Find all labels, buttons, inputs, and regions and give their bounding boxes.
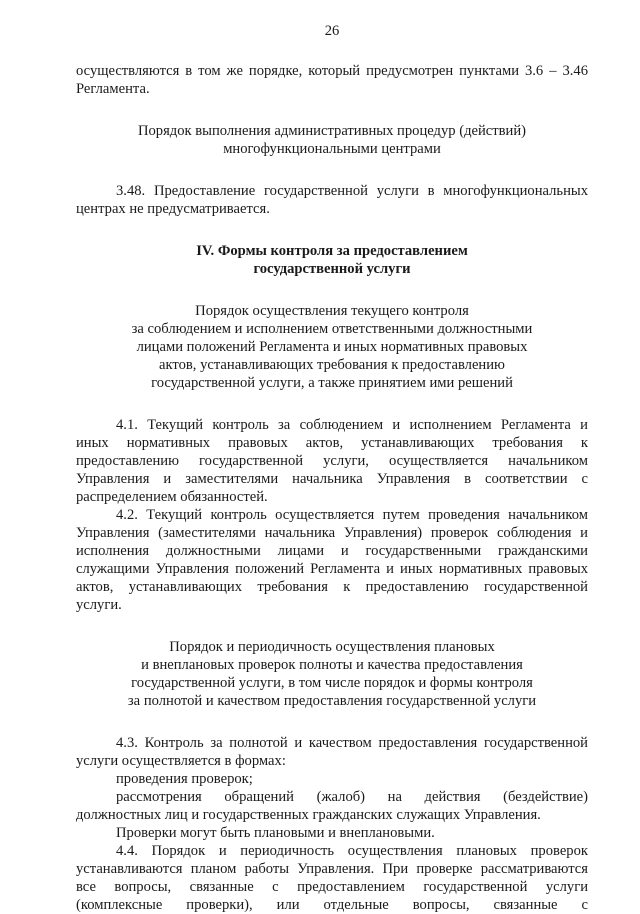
mfc-heading bbox=[76, 122, 588, 158]
heading-line: актов, устанавливающих требования к предоставлению bbox=[159, 357, 505, 373]
text-line: (комплексные проверки), или отдельные вопросы, связанные с bbox=[76, 897, 588, 913]
page-number: 26 bbox=[324, 23, 340, 39]
text-line: 4.4. Порядок и периодичность осуществления плановых проверок bbox=[116, 843, 588, 859]
text-line: Управления (заместителями начальника Управления) проверок соблюдения и bbox=[76, 525, 588, 541]
text-line: 3.48. Предоставление государственной услуги в многофункциональных bbox=[116, 183, 588, 199]
paragraph-3-48 bbox=[76, 182, 588, 218]
list-item: рассмотрения обращений (жалоб) на действия (бездействие) bbox=[116, 789, 588, 805]
heading-line: за полнотой и качеством предоставления государственной услуги bbox=[127, 693, 537, 709]
text-line: услуги. bbox=[76, 597, 122, 613]
heading-line: за соблюдением и исполнением ответственными должностными bbox=[131, 321, 533, 337]
text-line: осуществляются в том же порядке, который предусмотрен пунктами 3.6 – 3.46 bbox=[76, 63, 588, 79]
section-title-line: IV. Формы контроля за предоставлением bbox=[196, 243, 468, 259]
heading-line: Порядок осуществления текущего контроля bbox=[195, 303, 469, 319]
heading-line: государственной услуги, в том числе порядок и формы контроля bbox=[131, 675, 533, 691]
section-title-line: государственной услуги bbox=[253, 261, 411, 277]
text-line: иных нормативных правовых актов, устанавливающих требования к bbox=[76, 435, 588, 451]
text-line: Регламента. bbox=[76, 81, 150, 97]
text-line: служащими Управления положений Регламента и иных нормативных правовых bbox=[76, 561, 588, 577]
heading-line: Порядок выполнения административных процедур (действий) bbox=[137, 123, 527, 139]
text-line: центрах не предусматривается. bbox=[76, 201, 270, 217]
paragraph-4-3 bbox=[76, 734, 588, 842]
text-line: устанавливаются планом работы Управления. При проверке рассматриваются bbox=[76, 861, 588, 877]
text-line: распределением обязанностей. bbox=[76, 489, 268, 505]
text-line: должностных лиц и государственных гражданских служащих Управления. bbox=[76, 807, 541, 823]
inspections-heading bbox=[76, 638, 588, 710]
text-line: исполнения должностными лицами и государственными гражданскими bbox=[76, 543, 588, 559]
text-line: предоставлению государственной услуги, осуществляется начальником bbox=[76, 453, 588, 469]
heading-line: лицами положений Регламента и иных нормативных правовых bbox=[136, 339, 528, 355]
text-line: 4.3. Контроль за полнотой и качеством предоставления государственной bbox=[116, 735, 588, 751]
intro-paragraph bbox=[76, 62, 588, 98]
heading-line: государственной услуги, а также принятием ими решений bbox=[151, 375, 513, 391]
text-line: все вопросы, связанные с предоставлением государственной услуги bbox=[76, 879, 588, 895]
text-line: Управления и заместителями начальника Управления в соответствии с bbox=[76, 471, 588, 487]
text-line: 4.2. Текущий контроль осуществляется путем проведения начальником bbox=[116, 507, 588, 523]
heading-line: Порядок и периодичность осуществления плановых bbox=[169, 639, 495, 655]
section-iv-heading bbox=[76, 242, 588, 278]
list-item: проведения проверок; bbox=[116, 771, 253, 787]
text-line: актов, устанавливающих требования к предоставлению государственной bbox=[76, 579, 588, 595]
text-line: услуги осуществляется в формах: bbox=[76, 753, 286, 769]
paragraph-4-1 bbox=[76, 416, 588, 506]
heading-line: и внеплановых проверок полноты и качества предоставления bbox=[141, 657, 523, 673]
paragraph-4-4 bbox=[76, 842, 588, 914]
paragraph-4-2 bbox=[76, 506, 588, 614]
current-control-heading bbox=[76, 302, 588, 392]
heading-line: многофункциональными центрами bbox=[223, 141, 441, 157]
text-line: 4.1. Текущий контроль за соблюдением и исполнением Регламента и bbox=[116, 417, 588, 433]
text-line: Проверки могут быть плановыми и внеплановыми. bbox=[116, 825, 435, 841]
